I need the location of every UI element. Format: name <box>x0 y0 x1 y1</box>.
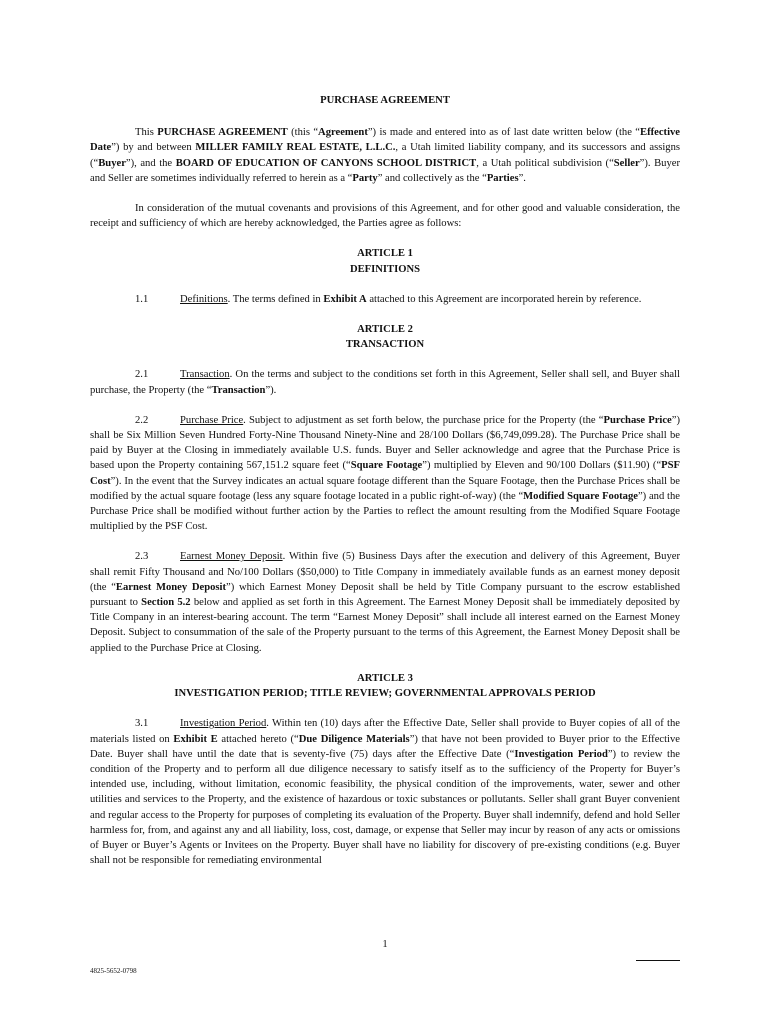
article-2-heading: ARTICLE 2 TRANSACTION <box>345 324 425 351</box>
page-number: 1 <box>382 939 388 950</box>
section-3-1: 3.1 Investigation Period. Within ten (10) days after the Effective Date, Seller shall provide to Buyer copies of all of the materials listed on Exhibit E attached hereto (“Due Diligence Materials”) that have not been provided to Buyer prior to the Effective Date. Buyer shall have until the date that is seventy-five (75) days after the Effective Date (“Investigation Period”) to review the condition of the Property and to perform all due diligence necessary to satisfy itself as to the sufficiency of the Property for Buyer’s intended use, including, without limitation, economic feasibility, the physical condition of the improvements, water, sewer and other utilities and services to the Property, and the existence of hazardous or toxic substances or pollutants. Seller shall grant Buyer convenient and regular access to the Property for purposes of completing its evaluation of the Property. Buyer shall indemnify, defend and hold Seller harmless for, from, and against any and all liability, loss, cost, damage, or expense that Seller may incur by reason of any acts or omissions of Buyer or Buyer’s Agents or Invitees on the Property. Buyer shall have no liability for discovery of pre-existing conditions (e.g. Buyer shall not be responsible for remediating environmental <box>90 718 680 867</box>
consideration-paragraph: In consideration of the mutual covenants and provisions of this Agreement, and for other good and valuable consideration, the receipt and sufficiency of which are hereby acknowledged, the Parties agree as follows: <box>90 203 680 230</box>
section-2-1: 2.1 Transaction. On the terms and subject to the conditions set forth in this Agreement, Seller shall sell, and Buyer shall purchase, the Property (the “Transaction”). <box>90 369 680 396</box>
article-1-heading: ARTICLE 1 DEFINITIONS <box>349 248 421 275</box>
article-3-heading: ARTICLE 3 INVESTIGATION PERIOD; TITLE REVIEW; GOVERNMENTAL APPROVALS PERIOD <box>174 672 596 700</box>
section-2-3: 2.3 Earnest Money Deposit. Within five (5) Business Days after the execution and delivery of this Agreement, Buyer shall remit Fifty Thousand and No/100 Dollars ($50,000) to Title Company in immediately available funds as an earnest money deposit (the “Earnest Money Deposit”) which Earnest Money Deposit shall be held by Title Company pursuant to the escrow established pursuant to Section 5.2 below and applied as set forth in this Agreement. The Earnest Money Deposit shall be immediately deposited by Title Company in an interest-bearing account. The term “Earnest Money Deposit” shall include all interest earned on the Earnest Money Deposit. Subject to consummation of the sale of the Property pursuant to the terms of this Agreement, the Earnest Money Deposit shall be applied to the Purchase Price at Closing. <box>90 551 680 654</box>
document-id: 4825-5652-0798 <box>90 967 137 975</box>
document-title: PURCHASE AGREEMENT <box>320 95 450 106</box>
footer-rule <box>636 960 680 961</box>
section-1-1: 1.1 Definitions. The terms defined in Exhibit A attached to this Agreement are incorporated herein by reference. <box>135 293 642 305</box>
section-2-2: 2.2 Purchase Price. Subject to adjustment as set forth below, the purchase price for the Property (the “Purchase Price”) shall be Six Million Seven Hundred Forty-Nine Thousand Ninety-Nine and 28/100 Dollars ($6,749,099.28). The Purchase Price shall be paid by Buyer at the Closing in immediately available U.S. funds. Buyer and Seller acknowledge and agree that the Purchase Price is based upon the Property containing 567,151.2 square feet (“Square Footage”) multiplied by Eleven and 90/100 Dollars ($11.90) (“PSF Cost”). In the event that the Survey indicates an actual square footage different than the Square Footage, then the Purchase Prices shall be modified by the actual square footage (less any square footage located in a public right-of-way) (the “Modified Square Footage”) and the Purchase Price shall be modified without further action by the Parties to reflect the amount resulting from the Modified Square Footage multiplied by the PSF Cost. <box>90 414 680 533</box>
intro-paragraph: This PURCHASE AGREEMENT (this “Agreement”) is made and entered into as of last date written below (the “Effective Date”) by and between MILLER FAMILY REAL ESTATE, L.L.C., a Utah limited liability company, and its successors and assigns (“Buyer”), and the BOARD OF EDUCATION OF CANYONS SCHOOL DISTRICT, a Utah political subdivision (“Seller”). Buyer and Seller are sometimes individually referred to herein as a “Party” and collectively as the “Parties”. <box>90 127 681 184</box>
